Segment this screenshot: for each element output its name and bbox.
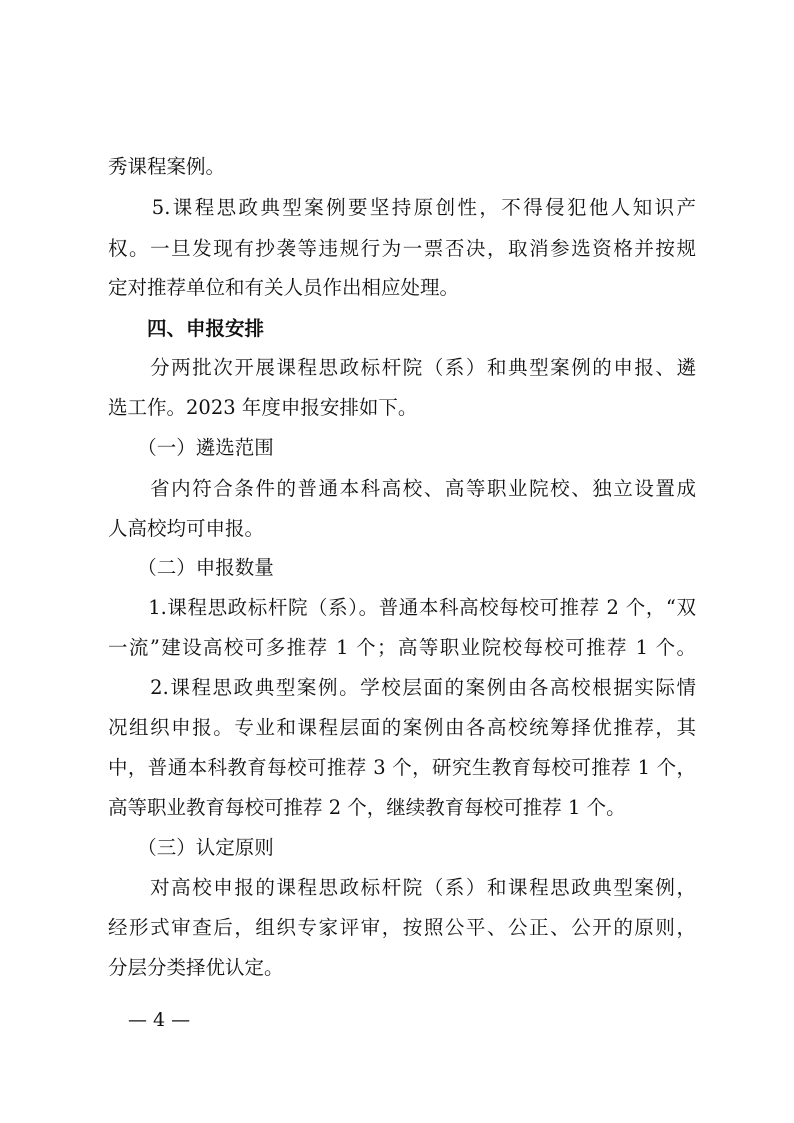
paragraph-line: 定对推荐单位和有关人员作出相应处理。	[108, 276, 460, 299]
section-heading: 四、申报安排	[108, 317, 265, 340]
paragraph-line: 一流”建设高校可多推荐 1 个；高等职业院校每校可推荐 1 个。	[108, 636, 696, 659]
paragraph-line: 分两批次开展课程思政标杆院（系）和典型案例的申报、遴	[108, 356, 696, 379]
subsection-heading: （二）申报数量	[108, 556, 274, 579]
paragraph-line: 对高校申报的课程思政标杆院（系）和课程思政典型案例，	[108, 876, 696, 899]
paragraph-line: 2.课程思政典型案例。学校层面的案例由各高校根据实际情	[108, 676, 696, 699]
paragraph-line: 经形式审查后，组织专家评审，按照公平、公正、公开的原则，	[108, 916, 696, 939]
paragraph-line: 高等职业教育每校可推荐 2 个，继续教育每校可推荐 1 个。	[108, 796, 626, 819]
paragraph-line: 权。一旦发现有抄袭等违规行为一票否决，取消参选资格并按规	[108, 237, 696, 260]
paragraph-line: 况组织申报。专业和课程层面的案例由各高校统筹择优推荐，其	[108, 716, 696, 739]
page-number: — 4 —	[128, 1009, 191, 1031]
paragraph-line: 人高校均可申报。	[108, 517, 265, 540]
paragraph-line: 秀课程案例。	[108, 155, 226, 178]
paragraph-line: 选工作。2023 年度申报安排如下。	[108, 396, 418, 419]
paragraph-line: 5.课程思政典型案例要坚持原创性，不得侵犯他人知识产	[108, 196, 696, 219]
subsection-heading: （一）遴选范围	[108, 436, 274, 459]
paragraph-line: 中，普通本科教育每校可推荐 3 个，研究生教育每校可推荐 1 个，	[108, 756, 696, 779]
paragraph-line: 分层分类择优认定。	[108, 956, 284, 979]
paragraph-line: 省内符合条件的普通本科高校、高等职业院校、独立设置成	[108, 477, 696, 500]
subsection-heading: （三）认定原则	[108, 836, 274, 859]
paragraph-line: 1.课程思政标杆院（系）。普通本科高校每校可推荐 2 个，“双	[108, 596, 696, 619]
